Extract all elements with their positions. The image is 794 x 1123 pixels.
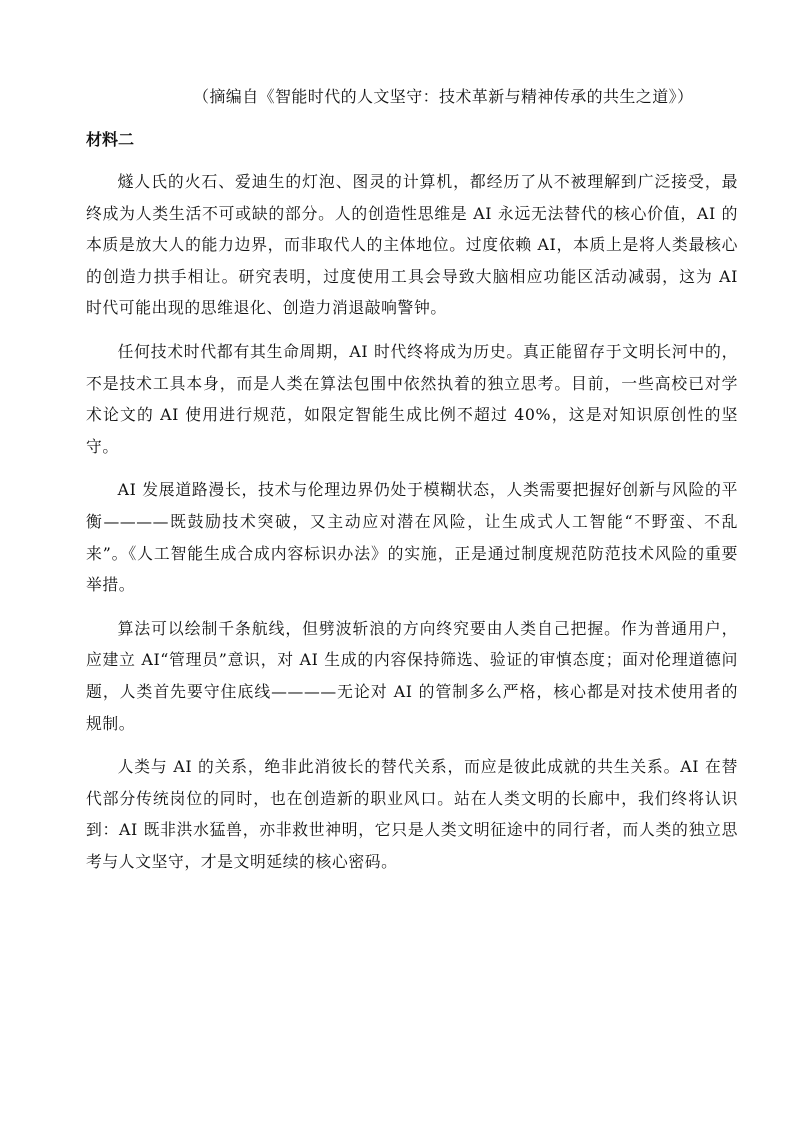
source-citation: （摘编自《智能时代的人文坚守：技术革新与精神传承的共生之道》）	[193, 87, 694, 106]
paragraph: AI 发展道路漫长，技术与伦理边界仍处于模糊状态，人类需要把握好创新与风险的平衡————既鼓励技术突破，又主动应对潜在风险，让生成式人工智能“不野蛮、不乱来”。《人工智能生成合成内容标识办法》的实施，正是通过制度规范防范技术风险的重要举措。	[86, 480, 738, 595]
paragraph: 人类与 AI 的关系，绝非此消彼长的替代关系，而应是彼此成就的共生关系。AI 在替代部分传统岗位的同时，也在创造新的职业风口。站在人类文明的长廊中，我们终将认识到：AI 既非洪水猛兽，亦非救世神明，它只是人类文明征途中的同行者，而人类的独立思考与人文坚守，才是文明延续的核心密码。	[86, 757, 738, 871]
paragraph: 任何技术时代都有其生命周期，AI 时代终将成为历史。真正能留存于文明长河中的，不是技术工具本身，而是人类在算法包围中依然执着的独立思考。目前，一些高校已对学术论文的 AI 使用进行规范，如限定智能生成比例不超过 40%，这是对知识原创性的坚守。	[86, 341, 738, 456]
paragraph: 算法可以绘制千条航线，但劈波斩浪的方向终究要由人类自己把握。作为普通用户，应建立 AI“管理员”意识，对 AI 生成的内容保持筛选、验证的审慎态度；面对伦理道德问题，人类首先要守住底线————无论对 AI 的管制多么严格，核心都是对技术使用者的规制。	[86, 618, 738, 733]
section-title: 材料二	[86, 130, 135, 149]
article-body	[86, 166, 738, 889]
paragraph: 燧人氏的火石、爱迪生的灯泡、图灵的计算机，都经历了从不被理解到广泛接受，最终成为人类生活不可或缺的部分。人的创造性思维是 AI 永远无法替代的核心价值，AI 的本质是放大人的能力边界，而非取代人的主体地位。过度依赖 AI，本质上是将人类最核心的创造力拱手相让。研究表明，过度使用工具会导致大脑相应功能区活动减弱，这为 AI 时代可能出现的思维退化、创造力消退敲响警钟。	[86, 172, 738, 318]
